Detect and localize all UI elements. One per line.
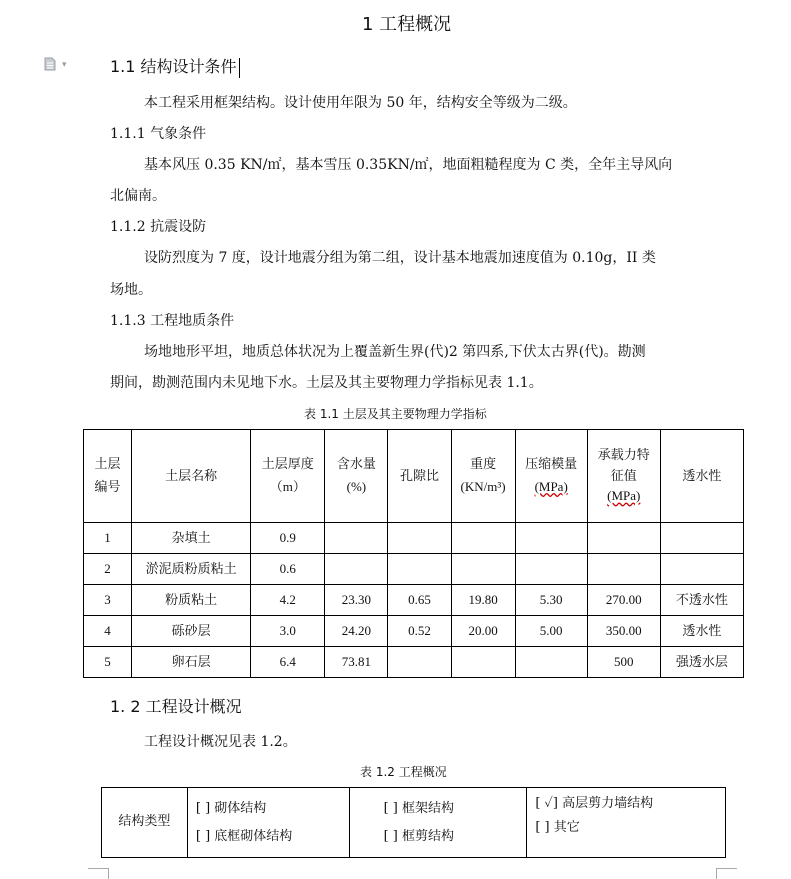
page-corner-mark	[88, 868, 109, 879]
table-row	[102, 788, 726, 858]
cell-name: 杂填土	[132, 523, 251, 554]
cell-permeability	[660, 523, 743, 554]
table-row	[84, 616, 744, 647]
cell-bearing: 350.00	[587, 616, 660, 647]
page-title: 1 工程概况	[362, 14, 452, 35]
header-layer-name: 土层名称	[132, 430, 251, 523]
checkbox-frame[interactable]: [ ] 框架结构	[383, 800, 454, 816]
table-row	[84, 554, 744, 585]
cell-permeability: 不透水性	[660, 585, 743, 616]
checkbox-bottom-frame-masonry[interactable]: [ ] 底框砌体结构	[195, 828, 293, 844]
cell-modulus: 5.00	[515, 616, 587, 647]
options-cell	[349, 788, 527, 858]
header-thickness: 土层厚度 （m）	[251, 430, 325, 523]
table-header-row	[84, 430, 744, 523]
cell-bearing	[587, 523, 660, 554]
cell-modulus	[515, 554, 587, 585]
cell-water: 73.81	[325, 647, 388, 678]
subsection-heading-1-1-1: 1.1.1 气象条件	[110, 126, 207, 142]
cell-bearing	[587, 554, 660, 585]
cell-no: 3	[84, 585, 132, 616]
header-water-content: 含水量 (%)	[325, 430, 388, 523]
cell-no: 5	[84, 647, 132, 678]
cell-void	[388, 523, 451, 554]
cell-no: 2	[84, 554, 132, 585]
section-heading-1-2: 1. 2 工程设计概况	[110, 697, 242, 716]
cell-bearing: 270.00	[587, 585, 660, 616]
cell-no: 4	[84, 616, 132, 647]
checkbox-masonry[interactable]: [ ] 砌体结构	[195, 800, 267, 816]
text-cursor	[239, 58, 240, 78]
cell-weight	[451, 523, 515, 554]
checkbox-frame-shear[interactable]: [ ] 框剪结构	[383, 828, 454, 844]
structure-type-label: 结构类型	[102, 788, 188, 858]
cell-weight: 19.80	[451, 585, 515, 616]
cell-thickness: 0.6	[251, 554, 325, 585]
cell-modulus: 5.30	[515, 585, 587, 616]
cell-modulus	[515, 647, 587, 678]
options-cell	[527, 788, 726, 858]
cell-weight: 20.00	[451, 616, 515, 647]
header-bearing-capacity: 承载力特 征值 (MPa)	[587, 430, 660, 523]
table-row	[84, 647, 744, 678]
subsection-heading-1-1-2: 1.1.2 抗震设防	[110, 219, 207, 235]
page-corner-mark	[716, 868, 737, 879]
cell-modulus	[515, 523, 587, 554]
subsection-heading-1-1-3: 1.1.3 工程地质条件	[110, 313, 235, 329]
cell-thickness: 6.4	[251, 647, 325, 678]
chevron-down-icon[interactable]: ▾	[62, 60, 67, 70]
table-row	[84, 523, 744, 554]
header-void-ratio: 孔隙比	[388, 430, 451, 523]
paragraph: 本工程采用框架结构。设计使用年限为 50 年，结构安全等级为二级。	[144, 95, 577, 111]
document-icon[interactable]	[44, 57, 56, 71]
paragraph: 基本风压 0.35 KN/㎡，基本雪压 0.35KN/㎡，地面粗糙程度为 C 类，全年主导风向	[144, 157, 673, 173]
header-permeability: 透水性	[660, 430, 743, 523]
table-row	[84, 585, 744, 616]
cell-void	[388, 647, 451, 678]
cell-weight	[451, 647, 515, 678]
table-caption: 表 1.1 土层及其主要物理力学指标	[304, 407, 487, 421]
soil-properties-table	[83, 429, 744, 678]
paragraph: 期间，勘测范围内未见地下水。土层及其主要物理力学指标见表 1.1。	[110, 375, 543, 391]
project-overview-table	[101, 787, 726, 858]
cell-name: 淤泥质粉质粘土	[132, 554, 251, 585]
section-heading-text: 1.1 结构设计条件	[110, 57, 237, 76]
cell-water: 24.20	[325, 616, 388, 647]
cell-thickness: 4.2	[251, 585, 325, 616]
header-compression-modulus: 压缩模量 (MPa)	[515, 430, 587, 523]
cell-water	[325, 554, 388, 585]
cell-name: 粉质粘土	[132, 585, 251, 616]
cell-water	[325, 523, 388, 554]
cell-weight	[451, 554, 515, 585]
table-caption: 表 1.2 工程概况	[360, 765, 447, 779]
cell-permeability: 透水性	[660, 616, 743, 647]
paragraph: 北偏南。	[110, 188, 166, 204]
cell-name: 卵石层	[132, 647, 251, 678]
cell-permeability	[660, 554, 743, 585]
checkbox-other[interactable]: [ ] 其它	[535, 820, 580, 835]
cell-name: 砾砂层	[132, 616, 251, 647]
cell-no: 1	[84, 523, 132, 554]
header-unit-weight: 重度 (KN/m³)	[451, 430, 515, 523]
cell-bearing: 500	[587, 647, 660, 678]
options-cell	[187, 788, 349, 858]
cell-void	[388, 554, 451, 585]
paragraph: 场地地形平坦，地质总体状况为上覆盖新生界(代)2 第四系,下伏太古界(代)。勘测	[144, 344, 646, 360]
cell-water: 23.30	[325, 585, 388, 616]
paragraph: 设防烈度为 7 度，设计地震分组为第二组，设计基本地震加速度值为 0.10g，II 类	[144, 250, 656, 266]
section-heading-1-1	[110, 54, 240, 78]
checkbox-highrise-shear-wall[interactable]: [ ✓] 高层剪力墙结构	[535, 796, 654, 811]
cell-void: 0.65	[388, 585, 451, 616]
paragraph: 工程设计概况见表 1.2。	[144, 734, 297, 750]
cell-thickness: 3.0	[251, 616, 325, 647]
cell-thickness: 0.9	[251, 523, 325, 554]
paragraph: 场地。	[110, 282, 152, 298]
header-layer-no: 土层 编号	[84, 430, 132, 523]
cell-permeability: 强透水层	[660, 647, 743, 678]
cell-void: 0.52	[388, 616, 451, 647]
